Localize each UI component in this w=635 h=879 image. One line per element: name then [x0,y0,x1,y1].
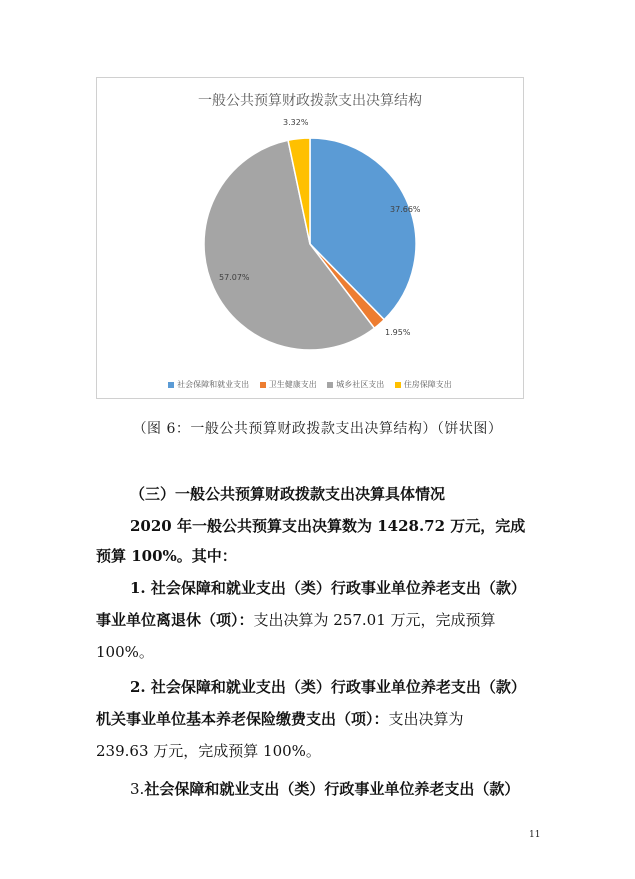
pie-chart [96,77,524,399]
item-1-title: 事业单位离退休（项）： [96,611,254,629]
page-number: 11 [529,830,541,840]
item-2-line-3: 239.63 万元，完成预算 100%。 [96,742,321,760]
item-2-detail: 支出决算为 [388,710,464,728]
legend-item-urban-rural: 城乡社区支出 [327,379,384,390]
item-1-line-1: 1. 社会保障和就业支出（类）行政事业单位养老支出（款） [130,579,526,597]
slice-label-housing: 3.32% [283,118,309,127]
section-heading: （三）一般公共预算财政拨款支出决算具体情况 [130,485,446,503]
summary-line-1: 2020 年一般公共预算支出决算数为 1428.72 万元，完成 [130,517,526,535]
summary-line-2: 预算 100%。其中： [96,547,237,565]
legend-item-health: 卫生健康支出 [260,379,317,390]
slice-label-social-security: 37.66% [390,205,421,214]
item-2-line-2 [96,709,464,729]
item-1-detail: 支出决算为 257.01 万元，完成预算 [253,611,496,629]
pie-svg [97,78,525,400]
slice-label-urban-rural: 57.07% [219,273,250,282]
item-3-prefix: 3. [130,780,145,798]
chart-legend [97,379,523,390]
item-2-line-1: 2. 社会保障和就业支出（类）行政事业单位养老支出（款） [130,678,526,696]
item-2-title: 机关事业单位基本养老保险缴费支出（项）： [96,710,389,728]
legend-item-housing: 住房保障支出 [395,379,452,390]
item-3-line-1 [130,779,519,799]
item-1-line-3: 100%。 [96,643,154,661]
legend-item-social-security: 社会保障和就业支出 [168,379,249,390]
item-1-line-2 [96,610,496,630]
chart-title: 一般公共预算财政拨款支出决算结构 [198,93,422,109]
item-3-title: 社会保障和就业支出（类）行政事业单位养老支出（款） [144,780,520,798]
slice-label-health: 1.95% [385,328,411,337]
figure-caption: （图 6：一般公共预算财政拨款支出决算结构）（饼状图） [132,421,503,437]
